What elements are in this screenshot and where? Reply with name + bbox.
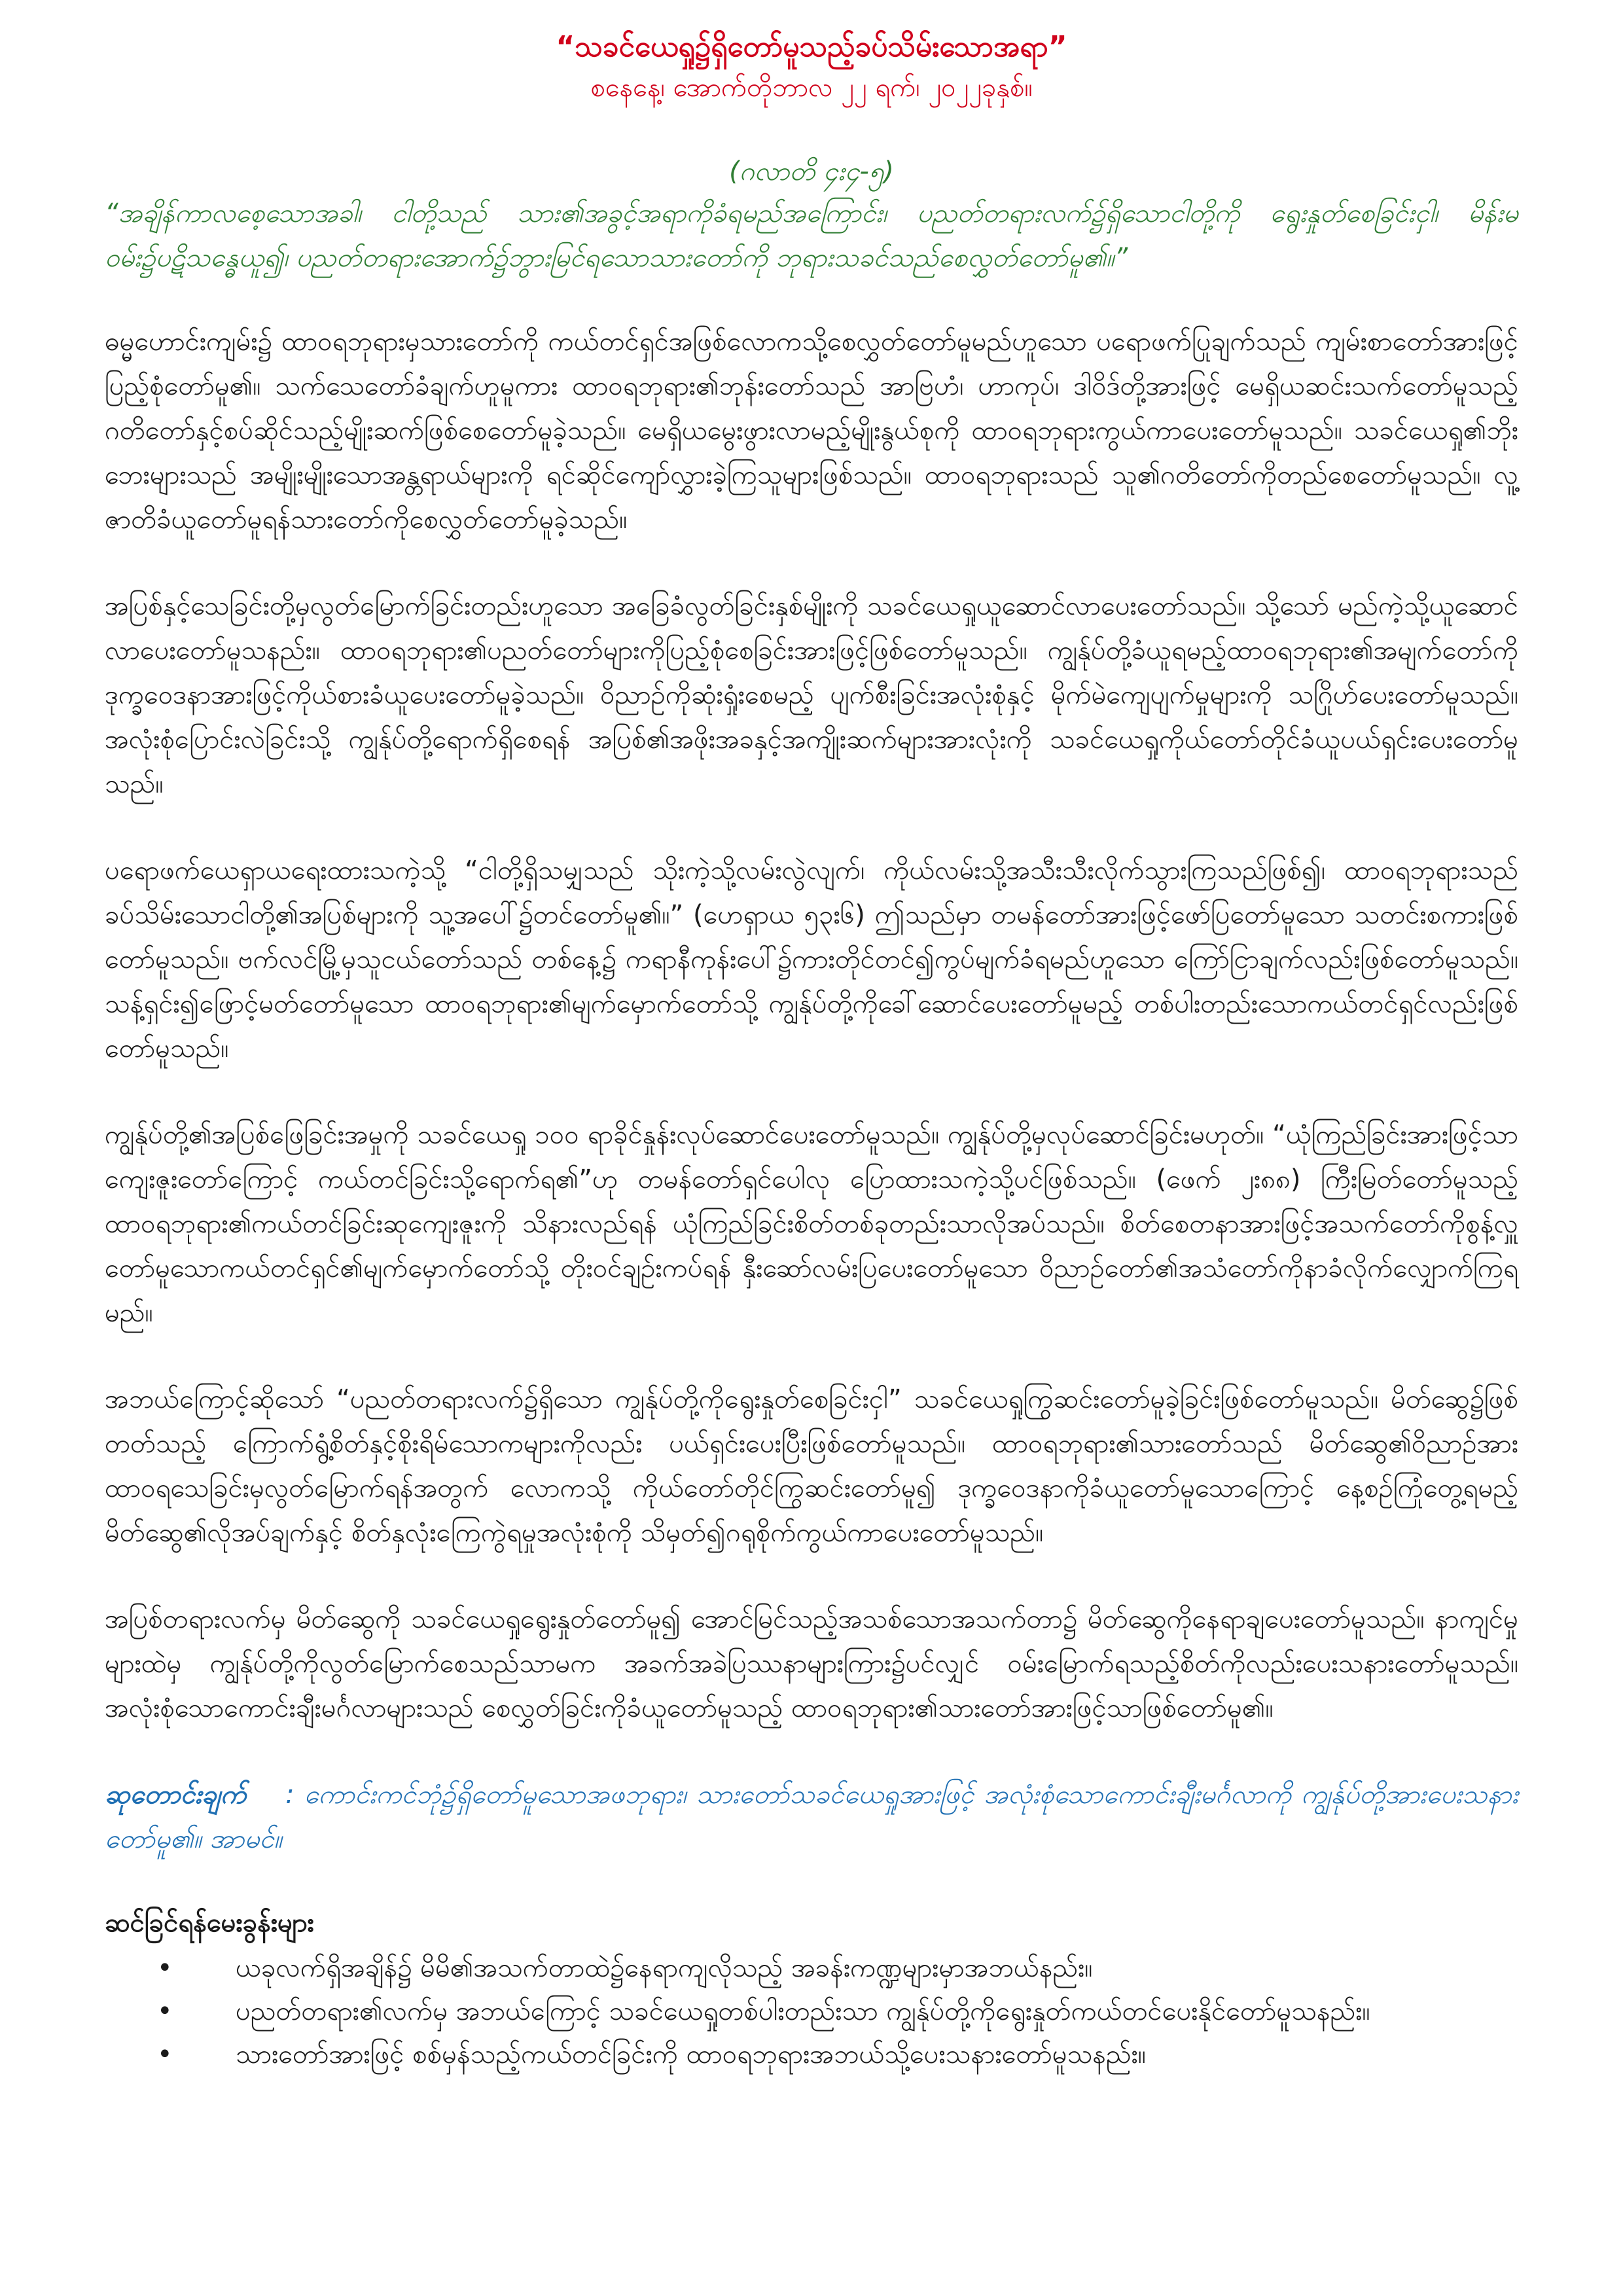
bullet-icon: • <box>157 1996 173 2026</box>
question-item <box>105 1990 1518 2033</box>
body-paragraph-3: ပရောဖက်ယေရှာယရေးထားသကဲ့သို့ “ငါတို့ရှိသမျှသည် သိုးကဲ့သို့လမ်းလွဲလျက်၊ ကိုယ်လမ်းသို့အသီးသီးလိုက်သွားကြသည်ဖြစ်၍၊ ထာဝရဘုရားသည် ခပ်သိမ်းသောငါတို့၏အပြစ်များကို သူ့အပေါ်၌တင်တော်မူ၏။” (ဟေရှာယ ၅၃း၆) ဤသည်မှာ တမန်တော်အားဖြင့်ဖော်ပြတော်မူသော သတင်းစကားဖြစ်တော်မူသည်။ ဗက်လင်မြို့မှသူငယ်တော်သည် တစ်နေ့၌ ကရာနီကုန်းပေါ်၌ကားတိုင်တင်၍ကွပ်မျက်ခံရမည်ဟူသော ကြော်ငြာချက်လည်းဖြစ်တော်မူသည်။ သန့်ရှင်း၍ဖြောင့်မတ်တော်မူသော ထာဝရဘုရား၏မျက်မှောက်တော်သို့ ကျွန်ုပ်တို့ကိုခေါ်ဆောင်ပေးတော်မူမည့် တစ်ပါးတည်းသောကယ်တင်ရှင်လည်းဖြစ်တော်မူသည်။ <box>105 855 1518 1064</box>
page-title: “သခင်ယေရှု၌ရှိတော်မူသည့်ခပ်သိမ်းသောအရာ” <box>556 30 1067 63</box>
questions-title: ဆင်ခြင်ရန်မေးခွန်းများ <box>105 1908 314 1938</box>
bullet-icon: • <box>157 2039 173 2070</box>
body-paragraph-2: အပြစ်နှင့်သေခြင်းတို့မှလွတ်မြောက်ခြင်းတည်းဟူသော အခြေခံလွတ်ခြင်းနှစ်မျိုးကို သခင်ယေရှုယူဆောင်လာပေးတော်သည်။ သို့သော် မည်ကဲ့သို့ယူဆောင်လာပေးတော်မူသနည်း။ ထာဝရဘုရား၏ပညတ်တော်များကိုပြည့်စုံစေခြင်းအားဖြင့်ဖြစ်တော်မူသည်။ ကျွန်ုပ်တို့ခံယူရမည့်ထာဝရဘုရား၏အမျက်တော်ကို ဒုက္ခဝေဒနာအားဖြင့်ကိုယ်စားခံယူပေးတော်မူခဲ့သည်။ ဝိညာဉ်ကိုဆုံးရှုံးစေမည့် ပျက်စီးခြင်းအလုံးစုံနှင့် မိုက်မဲကျေပျက်မှုများကို သဂြိုဟ်ပေးတော်မူသည်။ အလုံးစုံပြောင်းလဲခြင်းသို့ ကျွန်ုပ်တို့ရောက်ရှိစေရန် အပြစ်၏အဖိုးအခနှင့်အကျိုးဆက်များအားလုံးကို သခင်ယေရှုကိုယ်တော်တိုင်ခံယူပယ်ရှင်းပေးတော်မူသည်။ <box>105 591 1518 799</box>
question-text: သားတော်အားဖြင့် စစ်မှန်သည့်ကယ်တင်ခြင်းကို ထာဝရဘုရားအဘယ်သို့ပေးသနားတော်မူသနည်း။ <box>236 2039 1146 2070</box>
questions-list <box>105 1946 1518 2076</box>
bullet-icon: • <box>157 1953 173 1983</box>
body-paragraph-5: အဘယ်ကြောင့်ဆိုသော် “ပညတ်တရားလက်၌ရှိသော ကျွန်ုပ်တို့ကိုရွေးနှုတ်စေခြင်းငှါ” သခင်ယေရှုကြွဆင်းတော်မူခဲ့ခြင်းဖြစ်တော်မူသည်။ မိတ်ဆွေ၌ဖြစ်တတ်သည့် ကြောက်ရွံ့စိတ်နှင့်စိုးရိမ်သောကများကိုလည်း ပယ်ရှင်းပေးပြီးဖြစ်တော်မူသည်။ ထာဝရဘုရား၏သားတော်သည် မိတ်ဆွေ၏ဝိညာဉ်အား ထာဝရသေခြင်းမှလွတ်မြောက်ရန်အတွက် လောကသို့ ကိုယ်တော်တိုင်ကြွဆင်းတော်မူ၍ ဒုက္ခဝေဒနာကိုခံယူတော်မူသောကြောင့် နေ့စဉ်ကြုံတွေ့ရမည့် မိတ်ဆွေ၏လိုအပ်ချက်နှင့် စိတ်နှလုံးကြေကွဲရမှုအလုံးစုံကို သိမှတ်၍ဂရုစိုက်ကွယ်ကာပေးတော်မူသည်။ <box>105 1384 1518 1548</box>
devotional-page <box>105 26 1518 2076</box>
body-paragraph-6: အပြစ်တရားလက်မှ မိတ်ဆွေကို သခင်ယေရှုရွေးနှုတ်တော်မူ၍ အောင်မြင်သည့်အသစ်သောအသက်တာ၌ မိတ်ဆွေကိုနေရာချပေးတော်မူသည်။ နာကျင်မှုများထဲမှ ကျွန်ုပ်တို့ကိုလွတ်မြောက်စေသည်သာမက အခက်အခဲပြဿနာများကြား၌ပင်လျှင် ဝမ်းမြောက်ရသည့်စိတ်ကိုလည်းပေးသနားတော်မူသည်။ အလုံးစုံသောကောင်းချီးမင်္ဂလာများသည် စေလွှတ်ခြင်းကိုခံယူတော်မူသည့် ထာဝရဘုရား၏သားတော်အားဖြင့်သာဖြစ်တော်မူ၏။ <box>105 1604 1518 1723</box>
question-item <box>105 1946 1518 1990</box>
prayer-text: : ကောင်းကင်ဘုံ၌ရှိတော်မူသောအဖဘုရား၊ သားတော်သခင်ယေရှုအားဖြင့် အလုံးစုံသောကောင်းချီးမင်္ဂလာကို ကျွန်ုပ်တို့အားပေးသနားတော်မူ၏။ အာမင်။ <box>105 1780 1518 1854</box>
scripture-text: “အချိန်ကာလစေ့သောအခါ၊ ငါတို့သည် သား၏အခွင့်အရာကိုခံရမည်အကြောင်း၊ ပညတ်တရားလက်၌ရှိသောငါတို့ကို ရွေးနှုတ်စေခြင်းငှါ၊ မိန်းမဝမ်း၌ပဋိသန္ဓေယူ၍၊ ပညတ်တရားအောက်၌ဘွားမြင်ရသောသားတော်ကို ဘုရားသခင်သည်စေလွှတ်တော်မူ၏။” <box>105 198 1518 273</box>
scripture-reference: (ဂလာတိ ၄း၄-၅) <box>729 156 894 187</box>
prayer <box>105 1772 1518 1861</box>
prayer-label: ဆုတောင်းချက် <box>105 1780 247 1810</box>
question-text: ယခုလက်ရှိအချိန်၌ မိမိ၏အသက်တာထဲ၌နေရာကျလိုသည့် အခန်းကဏ္ဍများမှာအဘယ်နည်း။ <box>236 1953 1093 1983</box>
body-paragraph-1: ဓမ္မဟောင်းကျမ်း၌ ထာဝရဘုရားမှသားတော်ကို ကယ်တင်ရှင်အဖြစ်လောကသို့စေလွှတ်တော်မူမည်ဟူသော ပရောဖက်ပြုချက်သည် ကျမ်းစာတော်အားဖြင့်ပြည့်စုံတော်မူ၏။ သက်သေတော်ခံချက်ဟူမူကား ထာဝရဘုရား၏ဘုန်းတော်သည် အာဗြဟံ၊ ဟာကုပ်၊ ဒါဝိဒ်တို့အားဖြင့် မေရှိယဆင်းသက်တော်မူသည့် ဂတိတော်နှင့်စပ်ဆိုင်သည့်မျိုးဆက်ဖြစ်စေတော်မူခဲ့သည်။ မေရှိယမွေးဖွားလာမည့်မျိုးနွယ်စုကို ထာဝရဘုရားကွယ်ကာပေးတော်မူသည်။ သခင်ယေရှု၏ဘိုးဘေးများသည် အမျိုးမျိုးသောအန္တရာယ်များကို ရင်ဆိုင်ကျော်လွှားခဲ့ကြသူများဖြစ်သည်။ ထာဝရဘုရားသည် သူ၏ဂတိတော်ကိုတည်စေတော်မူသည်။ လူ့ဇာတိခံယူတော်မူရန်သားတော်ကိုစေလွှတ်တော်မူခဲ့သည်။ <box>105 327 1518 535</box>
question-item <box>105 2033 1518 2076</box>
body-paragraph-4: ကျွန်ုပ်တို့၏အပြစ်ဖြေခြင်းအမှုကို သခင်ယေရှု ၁၀၀ ရာခိုင်နှုန်းလုပ်ဆောင်ပေးတော်မူသည်။ ကျွန်ုပ်တို့မှလုပ်ဆောင်ခြင်းမဟုတ်။ “ယုံကြည်ခြင်းအားဖြင့်သာကျေးဇူးတော်ကြောင့် ကယ်တင်ခြင်းသို့ရောက်ရ၏”ဟု တမန်တော်ရှင်ပေါလု ပြောထားသကဲ့သို့ပင်ဖြစ်သည်။ (ဖေက် ၂း၈၈) ကြီးမြတ်တော်မူသည့် ထာဝရဘုရား၏ကယ်တင်ခြင်းဆုကျေးဇူးကို သိနားလည်ရန် ယုံကြည်ခြင်းစိတ်တစ်ခုတည်းသာလိုအပ်သည်။ စိတ်စေတနာအားဖြင့်အသက်တော်ကိုစွန့်လှူတော်မူသောကယ်တင်ရှင်၏မျက်မှောက်တော်သို့ တိုးဝင်ချဉ်းကပ်ရန် နှီးဆော်လမ်းပြပေးတော်မူသော ဝိညာဉ်တော်၏အသံတော်ကိုနာခံလိုက်လျှောက်ကြရမည်။ <box>105 1120 1518 1328</box>
question-text: ပညတ်တရား၏လက်မှ အဘယ်ကြောင့် သခင်ယေရှုတစ်ပါးတည်းသာ ကျွန်ုပ်တို့ကိုရွေးနှုတ်ကယ်တင်ပေးနိုင်တော်မူသနည်း။ <box>236 1996 1370 2026</box>
page-date: စနေနေ့၊ အောက်တိုဘာလ ၂၂ ရက်၊ ၂၀၂၂ခုနှစ်။ <box>590 73 1033 103</box>
